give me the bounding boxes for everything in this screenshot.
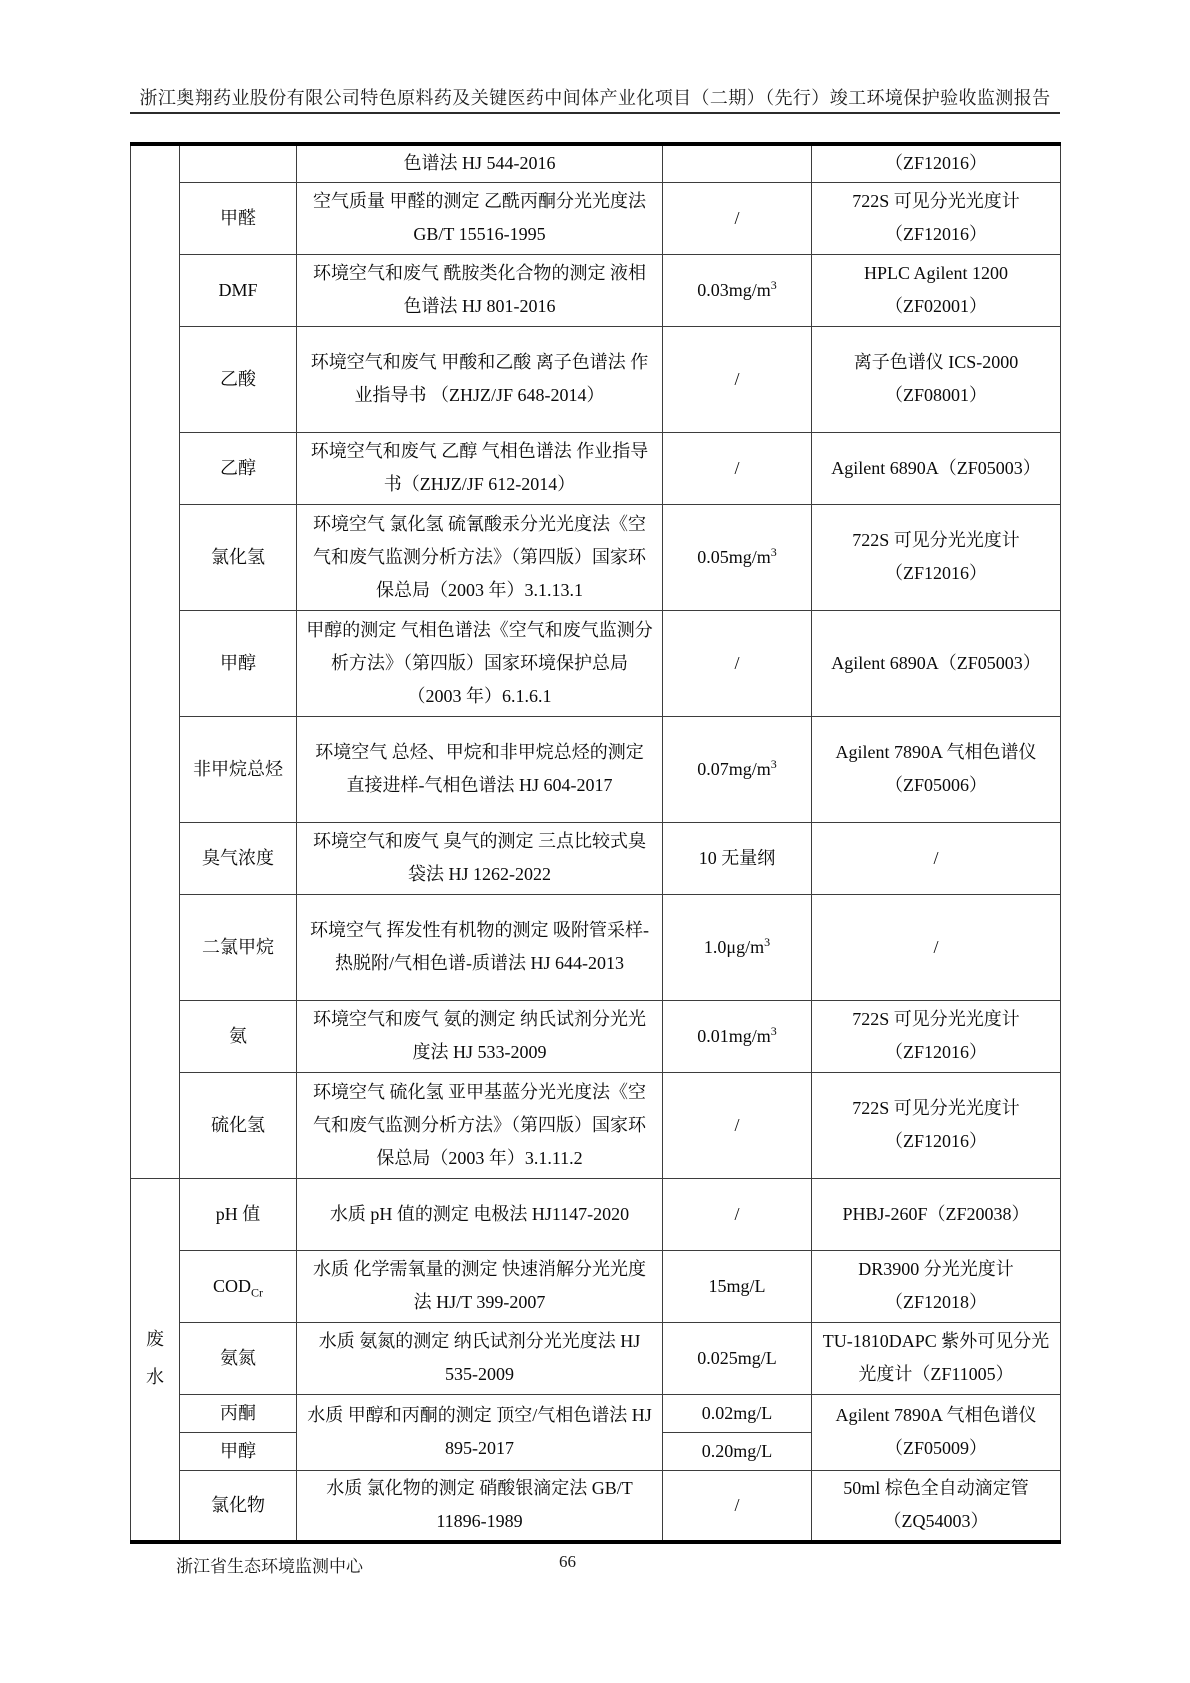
param-cell: 非甲烷总烃	[180, 716, 297, 822]
instrument-cell: 50ml 棕色全自动滴定管（ZQ54003）	[812, 1470, 1061, 1542]
limit-cell: /	[663, 1072, 812, 1178]
table-row	[131, 716, 1061, 822]
method-cell: 环境空气和废气 氨的测定 纳氏试剂分光光度法 HJ 533-2009	[297, 1000, 663, 1072]
param-cell: pH 值	[180, 1178, 297, 1250]
method-cell: 水质 氨氮的测定 纳氏试剂分光光度法 HJ 535-2009	[297, 1322, 663, 1394]
param-cell: 氯化物	[180, 1470, 297, 1542]
param-cell: 臭气浓度	[180, 822, 297, 894]
param-cell: 二氯甲烷	[180, 894, 297, 1000]
instrument-cell: Agilent 6890A（ZF05003）	[812, 432, 1061, 504]
method-cell: 甲醇的测定 气相色谱法《空气和废气监测分析方法》（第四版）国家环境保护总局（2003 年）6.1.6.1	[297, 610, 663, 716]
instrument-cell: PHBJ-260F（ZF20038）	[812, 1178, 1061, 1250]
instrument-cell: DR3900 分光光度计（ZF12018）	[812, 1250, 1061, 1322]
instrument-cell: TU-1810DAPC 紫外可见分光光度计（ZF11005）	[812, 1322, 1061, 1394]
method-cell: 环境空气 挥发性有机物的测定 吸附管采样-热脱附/气相色谱-质谱法 HJ 644-2013	[297, 894, 663, 1000]
limit-cell: /	[663, 1178, 812, 1250]
method-cell: 环境空气和废气 乙醇 气相色谱法 作业指导书（ZHJZ/JF 612-2014）	[297, 432, 663, 504]
page-footer	[130, 1552, 1060, 1578]
monitoring-methods-table	[130, 142, 1061, 1544]
limit-value: 0.01mg/m	[697, 1025, 771, 1046]
limit-cell: /	[663, 182, 812, 254]
param-cell: 丙酮	[180, 1394, 297, 1432]
table-row	[131, 326, 1061, 432]
limit-value: 0.07mg/m	[697, 758, 771, 779]
instrument-cell: Agilent 6890A（ZF05003）	[812, 610, 1061, 716]
table-row	[131, 894, 1061, 1000]
table-row	[131, 1072, 1061, 1178]
instrument-cell: 722S 可见分光光度计（ZF12016）	[812, 1072, 1061, 1178]
param-cell	[180, 1250, 297, 1322]
method-cell: 水质 氯化物的测定 硝酸银滴定法 GB/T 11896-1989	[297, 1470, 663, 1542]
table-row	[131, 1322, 1061, 1394]
limit-cell	[663, 894, 812, 1000]
instrument-cell: （ZF12016）	[812, 144, 1061, 182]
method-cell: 环境空气和废气 酰胺类化合物的测定 液相色谱法 HJ 801-2016	[297, 254, 663, 326]
table-row	[131, 822, 1061, 894]
instrument-cell: Agilent 7890A 气相色谱仪（ZF05006）	[812, 716, 1061, 822]
method-cell: 色谱法 HJ 544-2016	[297, 144, 663, 182]
footer-org: 浙江省生态环境监测中心	[176, 1557, 363, 1576]
limit-cell: /	[663, 1470, 812, 1542]
method-cell: 环境空气 硫化氢 亚甲基蓝分光光度法《空气和废气监测分析方法》（第四版）国家环保总局（2003 年）3.1.11.2	[297, 1072, 663, 1178]
limit-cell: /	[663, 326, 812, 432]
limit-superscript: 3	[770, 1023, 777, 1038]
method-cell: 环境空气 总烃、甲烷和非甲烷总烃的测定 直接进样-气相色谱法 HJ 604-2017	[297, 716, 663, 822]
param-cell: 氨	[180, 1000, 297, 1072]
param-cell: 硫化氢	[180, 1072, 297, 1178]
param-cell: 甲醇	[180, 610, 297, 716]
table-row	[131, 1394, 1061, 1432]
page-header-title: 浙江奥翔药业股份有限公司特色原料药及关键医药中间体产业化项目（二期）（先行）竣工环境保护验收监测报告	[139, 88, 1051, 108]
param-cell: 乙酸	[180, 326, 297, 432]
param-cell: 氯化氢	[180, 504, 297, 610]
table-row	[131, 1000, 1061, 1072]
limit-superscript: 3	[764, 934, 771, 949]
limit-cell: 10 无量纲	[663, 822, 812, 894]
param-cell: 乙醇	[180, 432, 297, 504]
param-subscript: Cr	[251, 1285, 263, 1300]
instrument-cell: /	[812, 822, 1061, 894]
table-row	[131, 504, 1061, 610]
limit-cell	[663, 1000, 812, 1072]
instrument-cell: Agilent 7890A 气相色谱仪（ZF05009）	[812, 1394, 1061, 1470]
limit-cell	[663, 716, 812, 822]
param-cell: 甲醛	[180, 182, 297, 254]
table-row	[131, 254, 1061, 326]
limit-cell: 15mg/L	[663, 1250, 812, 1322]
limit-cell: 0.02mg/L	[663, 1394, 812, 1432]
param-value: COD	[212, 1275, 251, 1296]
method-cell: 环境空气和废气 臭气的测定 三点比较式臭袋法 HJ 1262-2022	[297, 822, 663, 894]
header-rule	[130, 112, 1060, 114]
instrument-cell: HPLC Agilent 1200（ZF02001）	[812, 254, 1061, 326]
method-cell: 水质 化学需氧量的测定 快速消解分光光度法 HJ/T 399-2007	[297, 1250, 663, 1322]
limit-superscript: 3	[770, 544, 777, 559]
limit-superscript: 3	[770, 756, 777, 771]
table-row	[131, 1470, 1061, 1542]
instrument-cell: /	[812, 894, 1061, 1000]
instrument-cell: 离子色谱仪 ICS-2000（ZF08001）	[812, 326, 1061, 432]
instrument-cell: 722S 可见分光光度计（ZF12016）	[812, 1000, 1061, 1072]
table-row	[131, 144, 1061, 182]
footer-page-number: 66	[559, 1552, 576, 1571]
table-row	[131, 1178, 1061, 1250]
limit-cell	[663, 504, 812, 610]
method-cell: 水质 pH 值的测定 电极法 HJ1147-2020	[297, 1178, 663, 1250]
table-row	[131, 182, 1061, 254]
limit-value: 0.05mg/m	[697, 546, 771, 567]
method-cell: 环境空气 氯化氢 硫氰酸汞分光光度法《空气和废气监测分析方法》（第四版）国家环保总局（2003 年）3.1.13.1	[297, 504, 663, 610]
limit-cell	[663, 254, 812, 326]
param-cell: DMF	[180, 254, 297, 326]
table-row	[131, 432, 1061, 504]
limit-value: 0.03mg/m	[697, 279, 771, 300]
category-cell-air	[131, 144, 180, 1178]
param-cell: 甲醇	[180, 1432, 297, 1470]
limit-cell: 0.20mg/L	[663, 1432, 812, 1470]
category-label: 废水	[145, 1329, 164, 1388]
instrument-cell: 722S 可见分光光度计（ZF12016）	[812, 182, 1061, 254]
param-cell	[180, 144, 297, 182]
param-cell: 氨氮	[180, 1322, 297, 1394]
limit-superscript: 3	[770, 277, 777, 292]
limit-cell: /	[663, 432, 812, 504]
method-cell: 水质 甲醇和丙酮的测定 顶空/气相色谱法 HJ 895-2017	[297, 1394, 663, 1470]
method-cell: 环境空气和废气 甲酸和乙酸 离子色谱法 作业指导书 （ZHJZ/JF 648-2014）	[297, 326, 663, 432]
method-cell: 空气质量 甲醛的测定 乙酰丙酮分光光度法 GB/T 15516-1995	[297, 182, 663, 254]
table-row	[131, 1250, 1061, 1322]
table-row	[131, 610, 1061, 716]
category-cell-wastewater	[131, 1178, 180, 1542]
limit-cell: /	[663, 610, 812, 716]
limit-value: 1.0μg/m	[703, 936, 765, 957]
instrument-cell: 722S 可见分光光度计（ZF12016）	[812, 504, 1061, 610]
limit-cell: 0.025mg/L	[663, 1322, 812, 1394]
limit-cell	[663, 144, 812, 182]
